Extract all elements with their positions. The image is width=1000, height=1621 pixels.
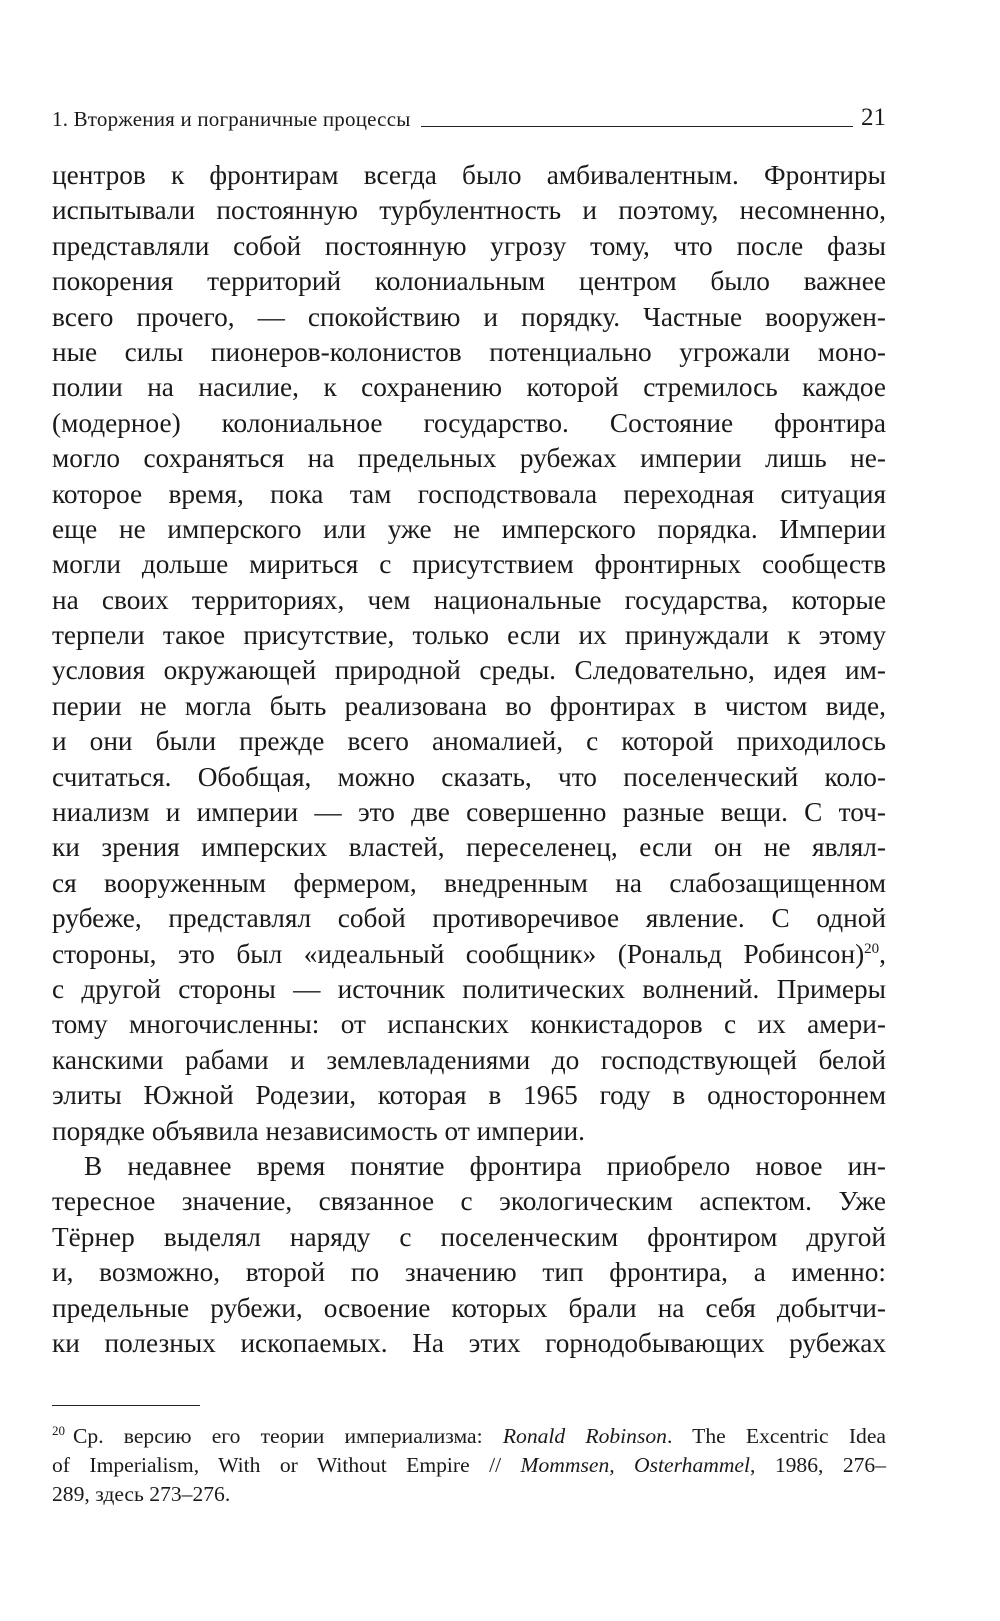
text-line: ные силы пионеров-колонистов потенциально угрожали моно- xyxy=(52,336,886,367)
body-text xyxy=(52,158,886,1361)
footnote xyxy=(52,1422,886,1509)
footnote-text: , 1986, 276– xyxy=(750,1453,886,1477)
text-line: и они были прежде всего аномалией, с которой приходилось xyxy=(52,726,886,757)
footnote-text: Ср. версию его теории империализма: xyxy=(73,1424,503,1448)
text-line: могли дольше мириться с присутствием фронтирных сообществ xyxy=(52,549,886,580)
text-line: тересное значение, связанное с экологическим аспектом. Уже xyxy=(52,1186,886,1217)
text-line-content: стороны, это был «идеальный сообщник» (Рональд Робинсон) xyxy=(52,938,865,969)
text-line: Тёрнер выделял наряду с поселенческим фронтиром другой xyxy=(52,1221,886,1252)
text-line: канскими рабами и землевладениями до господствующей белой xyxy=(52,1044,886,1075)
text-line: ки зрения имперских властей, переселенец, если он не являл- xyxy=(52,832,886,863)
footnote-reference[interactable]: 20 xyxy=(864,940,880,957)
text-line: элиты Южной Родезии, которая в 1965 году в одностороннем xyxy=(52,1080,886,1111)
text-line: представляли собой постоянную угрозу тому, что после фазы xyxy=(52,230,886,261)
footnote-author: Mommsen, Osterhammel xyxy=(520,1453,751,1477)
text-line: терпели такое присутствие, только если их принуждали к этому xyxy=(52,620,886,651)
text-line: которое время, пока там господствовала переходная ситуация xyxy=(52,478,886,509)
page-number: 21 xyxy=(861,104,886,131)
text-line: порядке объявила независимость от империи. xyxy=(52,1115,585,1146)
text-line: полии на насилие, к сохранению которой стремилось каждое xyxy=(52,372,886,403)
footnote-line xyxy=(52,1451,886,1480)
text-line: всего прочего, — спокойствию и порядку. Частные вооружен- xyxy=(52,301,886,332)
text-line: ки полезных ископаемых. На этих горнодобывающих рубежах xyxy=(52,1327,886,1358)
text-line: покорения территорий колониальным центром было важнее xyxy=(52,266,886,297)
text-line: испытывали постоянную турбулентность и поэтому, несомненно, xyxy=(52,195,886,226)
text-line: предельные рубежи, освоение которых брали на себя добытчи- xyxy=(52,1292,886,1323)
text-line: рубеже, представлял собой противоречивое явление. С одной xyxy=(52,903,886,934)
text-line: еще не имперского или уже не имперского порядка. Империи xyxy=(52,513,886,544)
text-line-with-footnote: стороны, это был «идеальный сообщник» (Рональд Робинсон)$^{20}$, xyxy=(52,938,886,969)
footnote-text: of Imperialism, With or Without Empire // xyxy=(52,1453,521,1477)
text-line: тому многочисленны: от испанских конкистадоров с их амери- xyxy=(52,1009,886,1040)
text-line: В недавнее время понятие фронтира приобрело новое ин- xyxy=(84,1150,886,1181)
footnote-text: . The Excentric Idea xyxy=(666,1424,886,1448)
text-line: могло сохраняться на предельных рубежах империи лишь не- xyxy=(52,443,886,474)
text-line: условия окружающей природной среды. Следовательно, идея им- xyxy=(52,655,886,686)
text-line: ся вооруженным фермером, внедренным на слабозащищенном xyxy=(52,867,886,898)
footnote-divider xyxy=(52,1405,200,1406)
chapter-title: 1. Вторжения и пограничные процессы xyxy=(52,107,411,131)
text-line: считаться. Обобщая, можно сказать, что поселенческий коло- xyxy=(52,761,886,792)
text-line: перии не могла быть реализована во фронтирах в чистом виде, xyxy=(52,690,886,721)
footnote-line xyxy=(52,1422,886,1451)
text-line: ниализм и империи — это две совершенно разные вещи. С точ- xyxy=(52,797,886,828)
text-line: с другой стороны — источник политических волнений. Примеры xyxy=(52,973,886,1004)
footnote-author: Ronald Robinson xyxy=(502,1424,667,1448)
footnote-line: 289, здесь 273–276. xyxy=(52,1482,231,1506)
header-rule xyxy=(421,126,853,127)
running-header xyxy=(52,96,886,130)
text-line: (модерное) колониальное государство. Состояние фронтира xyxy=(52,407,886,438)
text-line: центров к фронтирам всегда было амбивалентным. Фронтиры xyxy=(52,160,886,190)
text-line: на своих территориях, чем национальные государства, которые xyxy=(52,584,886,615)
footnote-number: 20 xyxy=(52,1422,65,1438)
text-line: и, возможно, второй по значению тип фронтира, а именно: xyxy=(52,1257,886,1288)
